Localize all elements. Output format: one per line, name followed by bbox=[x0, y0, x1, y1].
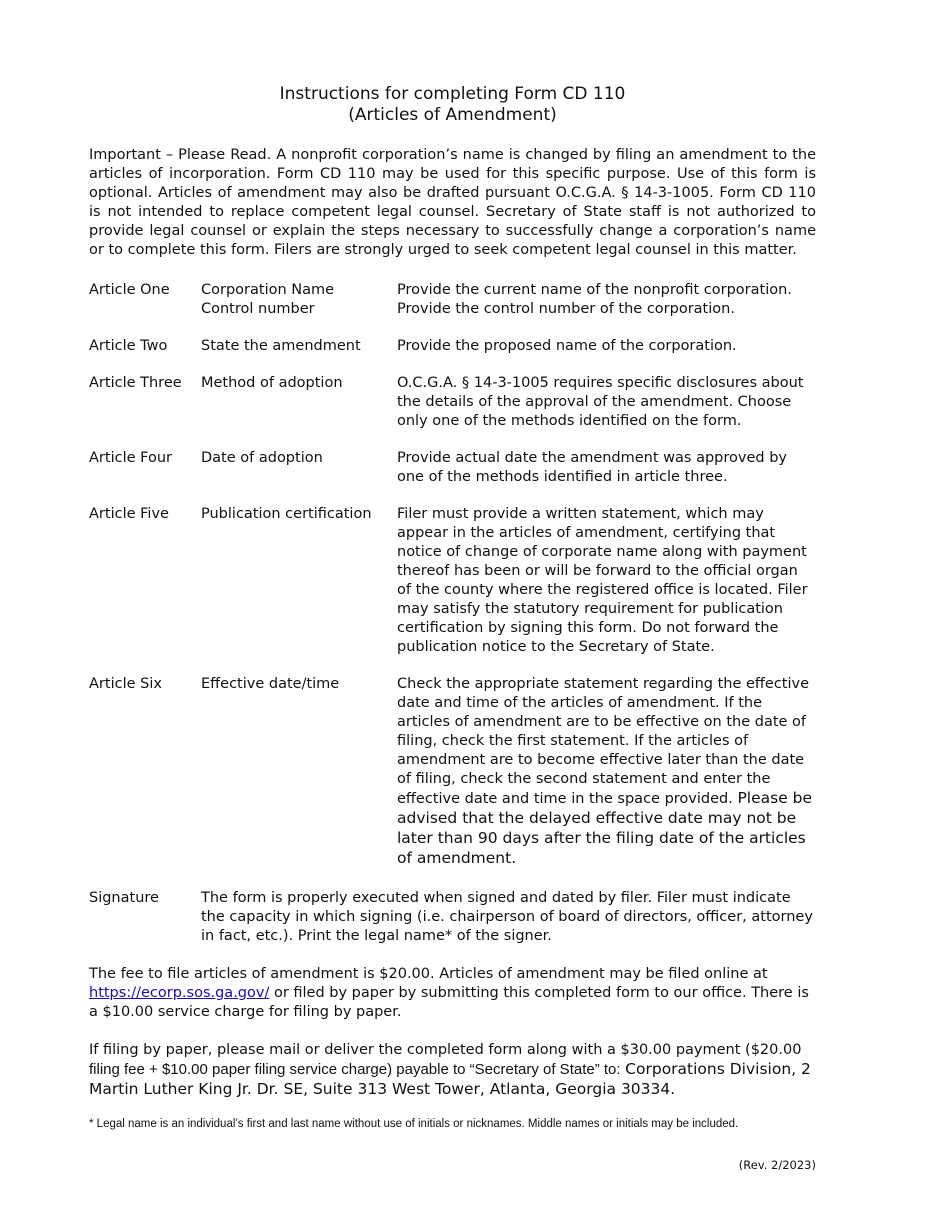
signature-description: The form is properly executed when signed and dated by filer. Filer must indicate the capacity in which signing (i.e. chairperson of board of directors, officer, attorney in fact, etc.). Print the legal name* of the signer. bbox=[201, 890, 813, 944]
article-description-line: Provide the current name of the nonprofit corporation. bbox=[397, 282, 792, 298]
article-topic-line: Control number bbox=[201, 301, 315, 317]
mail-address: Corporations Division, 2 Martin Luther King Jr. Dr. SE, Suite 313 West Tower, Atlanta, Georgia 30334. bbox=[89, 1060, 811, 1098]
article-description bbox=[397, 281, 816, 319]
ecorp-link[interactable]: https://ecorp.sos.ga.gov/ bbox=[89, 985, 270, 1001]
article-label: Article Five bbox=[89, 506, 169, 522]
revision-date: (Rev. 2/2023) bbox=[738, 1158, 816, 1172]
signature-row bbox=[89, 889, 816, 946]
article-description: Filer must provide a written statement, which may appear in the articles of amendment, certifying that notice of change of corporate name along with payment thereof has been or will be forward to the official organ of the county where the registered office is located. Filer may satisfy the statutory requirement for publication certification by signing this form. Do not forward the publication notice to the Secretary of State. bbox=[397, 506, 808, 655]
article-four-row bbox=[89, 449, 816, 487]
article-five-row bbox=[89, 505, 816, 657]
article-topic bbox=[201, 281, 397, 319]
article-two-row bbox=[89, 337, 816, 356]
article-label: Article Three bbox=[89, 375, 182, 391]
signature-label: Signature bbox=[89, 890, 159, 906]
article-one-row bbox=[89, 281, 816, 319]
article-label: Article Two bbox=[89, 338, 168, 354]
article-six-row bbox=[89, 675, 816, 869]
article-topic: Effective date/time bbox=[201, 676, 340, 692]
fee-text-continued: or filed by paper by submitting this completed form to our office. There is a $10.00 service charge for filing by paper. bbox=[89, 985, 809, 1020]
title-line-2: (Articles of Amendment) bbox=[348, 105, 557, 125]
article-description-text: Check the appropriate statement regarding the effective date and time of the articles of amendment. If the articles of amendment are to be effective on the date of filing, check the first statement. If the articles of amendment are to become effective later than the date of filing, check the second statement and enter the effective date and time in the space provided. bbox=[397, 676, 810, 807]
article-topic: Method of adoption bbox=[201, 375, 343, 391]
article-label: Article Six bbox=[89, 676, 162, 692]
article-topic: Publication certification bbox=[201, 506, 372, 522]
article-topic-line: Corporation Name bbox=[201, 282, 335, 298]
article-three-row bbox=[89, 374, 816, 431]
mail-payable-text: filing fee + $10.00 paper filing service charge) payable to “Secretary of State” to: bbox=[89, 1061, 621, 1078]
article-topic: State the amendment bbox=[201, 338, 361, 354]
delayed-effective-date-note: Please be advised that the delayed effective date may not be later than 90 days after the filing date of the articles of amendment. bbox=[397, 789, 813, 867]
fee-text: The fee to file articles of amendment is $20.00. Articles of amendment may be filed online at bbox=[89, 966, 768, 982]
article-topic: Date of adoption bbox=[201, 450, 323, 466]
page-title bbox=[89, 84, 816, 126]
legal-name-footnote: * Legal name is an individual’s first and last name without use of initials or nicknames. Middle names or initials may be included. bbox=[89, 1118, 739, 1130]
mail-paragraph bbox=[89, 1041, 816, 1100]
article-description: Provide actual date the amendment was approved by one of the methods identified in article three. bbox=[397, 450, 787, 485]
article-label: Article Four bbox=[89, 450, 172, 466]
article-description: Provide the proposed name of the corporation. bbox=[397, 338, 737, 354]
article-description bbox=[397, 675, 816, 869]
title-line-1: Instructions for completing Form CD 110 bbox=[279, 84, 626, 104]
article-description-line: Provide the control number of the corporation. bbox=[397, 301, 735, 317]
mail-text: If filing by paper, please mail or deliver the completed form along with a $30.00 payment ($20.00 bbox=[89, 1042, 802, 1058]
article-label: Article One bbox=[89, 282, 170, 298]
intro-paragraph: Important – Please Read. A nonprofit corporation’s name is changed by filing an amendment to the articles of incorporation. Form CD 110 may be used for this specific purpose. Use of this form is optional. Articles of amendment may also be drafted pursuant O.C.G.A. § 14-3-1005. Form CD 110 is not intended to replace competent legal counsel. Secretary of State staff is not authorized to provide legal counsel or explain the steps necessary to successfully change a corporation’s name or to complete this form. Filers are strongly urged to seek competent legal counsel in this matter. bbox=[89, 147, 816, 258]
article-description: O.C.G.A. § 14-3-1005 requires specific disclosures about the details of the approval of the amendment. Choose only one of the methods identified on the form. bbox=[397, 375, 804, 429]
instructions-page bbox=[89, 0, 816, 1132]
fee-paragraph bbox=[89, 965, 816, 1022]
